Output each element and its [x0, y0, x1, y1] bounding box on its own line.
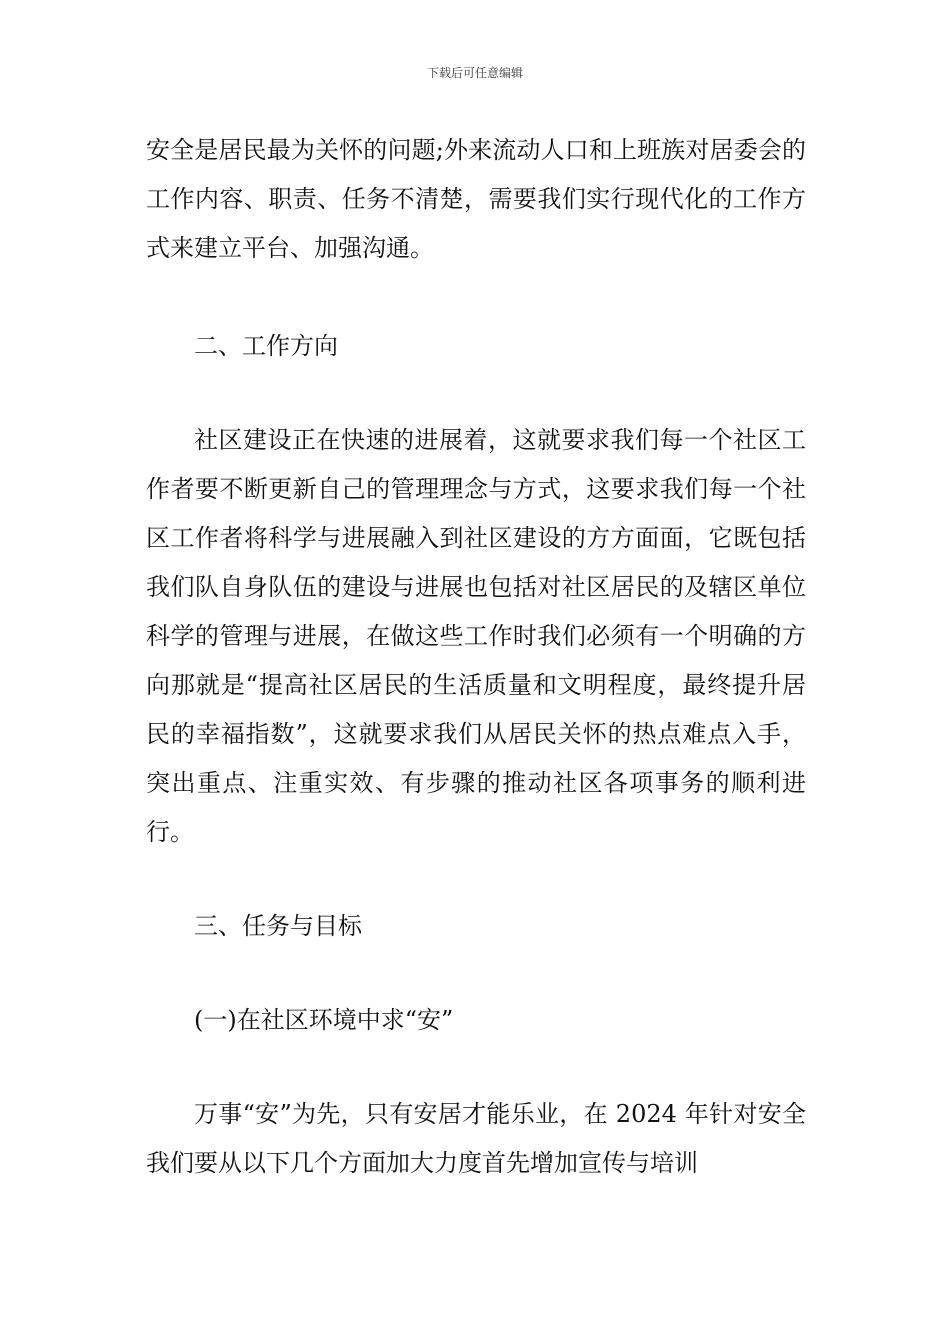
section-heading-work-direction: 二、工作方向 [194, 332, 338, 360]
paragraph-work-direction: 社区建设正在快速的进展着，这就要求我们每一个社区工作者要不断更新自己的管理理念与方式，这要求我们每一个社区工作者将科学与进展融入到社区建设的方方面面，它既包括我们队自身队伍的建设与进展也包括对社区居民的及辖区单位科学的管理与进展，在做这些工作时我们必须有一个明确的方向那就是“提高社区居民的生活质量和文明程度，最终提升居民的幸福指数”，这就要求我们从居民关怀的热点难点入手，突出重点、注重实效、有步骤的推动社区各项事务的顺利进行。 [146, 426, 806, 846]
section-heading-tasks-goals: 三、任务与目标 [194, 912, 362, 940]
paragraph-safety-concern: 安全是居民最为关怀的问题;外来流动人口和上班族对居委会的工作内容、职责、任务不清楚，需要我们实行现代化的工作方式来建立平台、加强沟通。 [146, 136, 806, 262]
subsection-heading-safety: (一)在社区环境中求“安” [194, 1006, 454, 1034]
document-body [146, 126, 806, 1188]
paragraph-safety-measures: 万事“安”为先，只有安居才能乐业，在 2024 年针对安全我们要从以下几个方面加大力度首先增加宣传与培训 [146, 1100, 806, 1177]
page-header-note: 下载后可任意编辑 [426, 66, 523, 80]
